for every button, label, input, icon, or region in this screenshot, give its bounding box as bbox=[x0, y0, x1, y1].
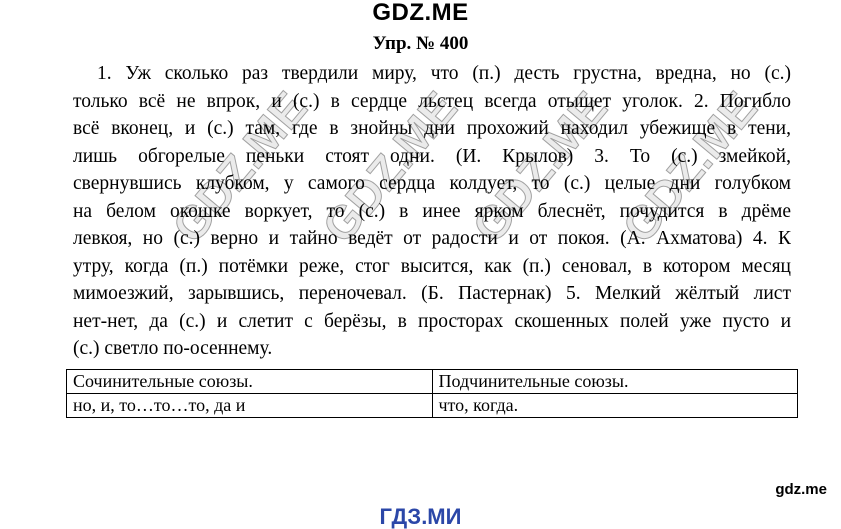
site-logo: GDZ.ME bbox=[372, 0, 469, 26]
bottom-logo: ГДЗ.МИ bbox=[379, 504, 462, 529]
text-line: 1. Уж сколько раз твердили миру, что (п.) десть грустна, вредна, но (с.) bbox=[97, 63, 791, 84]
corner-logo: gdz.me bbox=[775, 481, 827, 498]
table-header-subordinating: Подчинительные союзы. bbox=[432, 370, 798, 394]
text-line: всё вконец, и (с.) там, где в знойны дни прохожий находил убежище в тени, bbox=[73, 118, 791, 139]
text-line: (с.) светло по-осеннему. bbox=[73, 338, 273, 359]
conjunctions-table bbox=[66, 369, 798, 418]
text-line: нет-нет, да (с.) и слетит с берёзы, в просторах скошенных полей уже пусто и bbox=[73, 310, 791, 332]
exercise-text bbox=[73, 60, 791, 363]
watermark: GDZ.ME bbox=[312, 81, 467, 253]
table-cell-subordinating: что, когда. bbox=[432, 394, 798, 418]
watermark: GDZ.ME bbox=[612, 81, 767, 253]
text-line: свернувшись клубком, у самого сердца колдует, то (с.) целые дни голубком bbox=[73, 173, 791, 194]
text-line: утру, когда (п.) потёмки реже, стог высится, как (п.) сеновал, в котором месяц bbox=[73, 255, 791, 277]
table-row bbox=[67, 394, 798, 418]
watermark: GDZ.ME bbox=[162, 81, 317, 253]
text-line: левкоя, но (с.) верно и тайно ведёт от радости и от покоя. (А. Ахматова) 4. К bbox=[73, 228, 791, 249]
table-cell-coordinating: но, и, то…то…то, да и bbox=[67, 394, 433, 418]
text-line: лишь обгорелые пеньки стоят одни. (И. Крылов) 3. То (с.) змейкой, bbox=[73, 145, 791, 167]
table-header-coordinating: Сочинительные союзы. bbox=[67, 370, 433, 394]
watermark: GDZ.ME bbox=[462, 81, 617, 253]
text-line: только всё не впрок, и (с.) в сердце льстец всегда отыщет уголок. 2. Погибло bbox=[73, 90, 791, 112]
exercise-title: Упр. № 400 bbox=[372, 33, 469, 54]
table-header-row bbox=[67, 370, 798, 394]
text-line: на белом окошке воркует, то (с.) в инее ярком блеснёт, почудится в дрёме bbox=[73, 200, 791, 222]
text-line: мимоезжий, зарывшись, переночевал. (Б. Пастернак) 5. Мелкий жёлтый лист bbox=[73, 283, 791, 304]
